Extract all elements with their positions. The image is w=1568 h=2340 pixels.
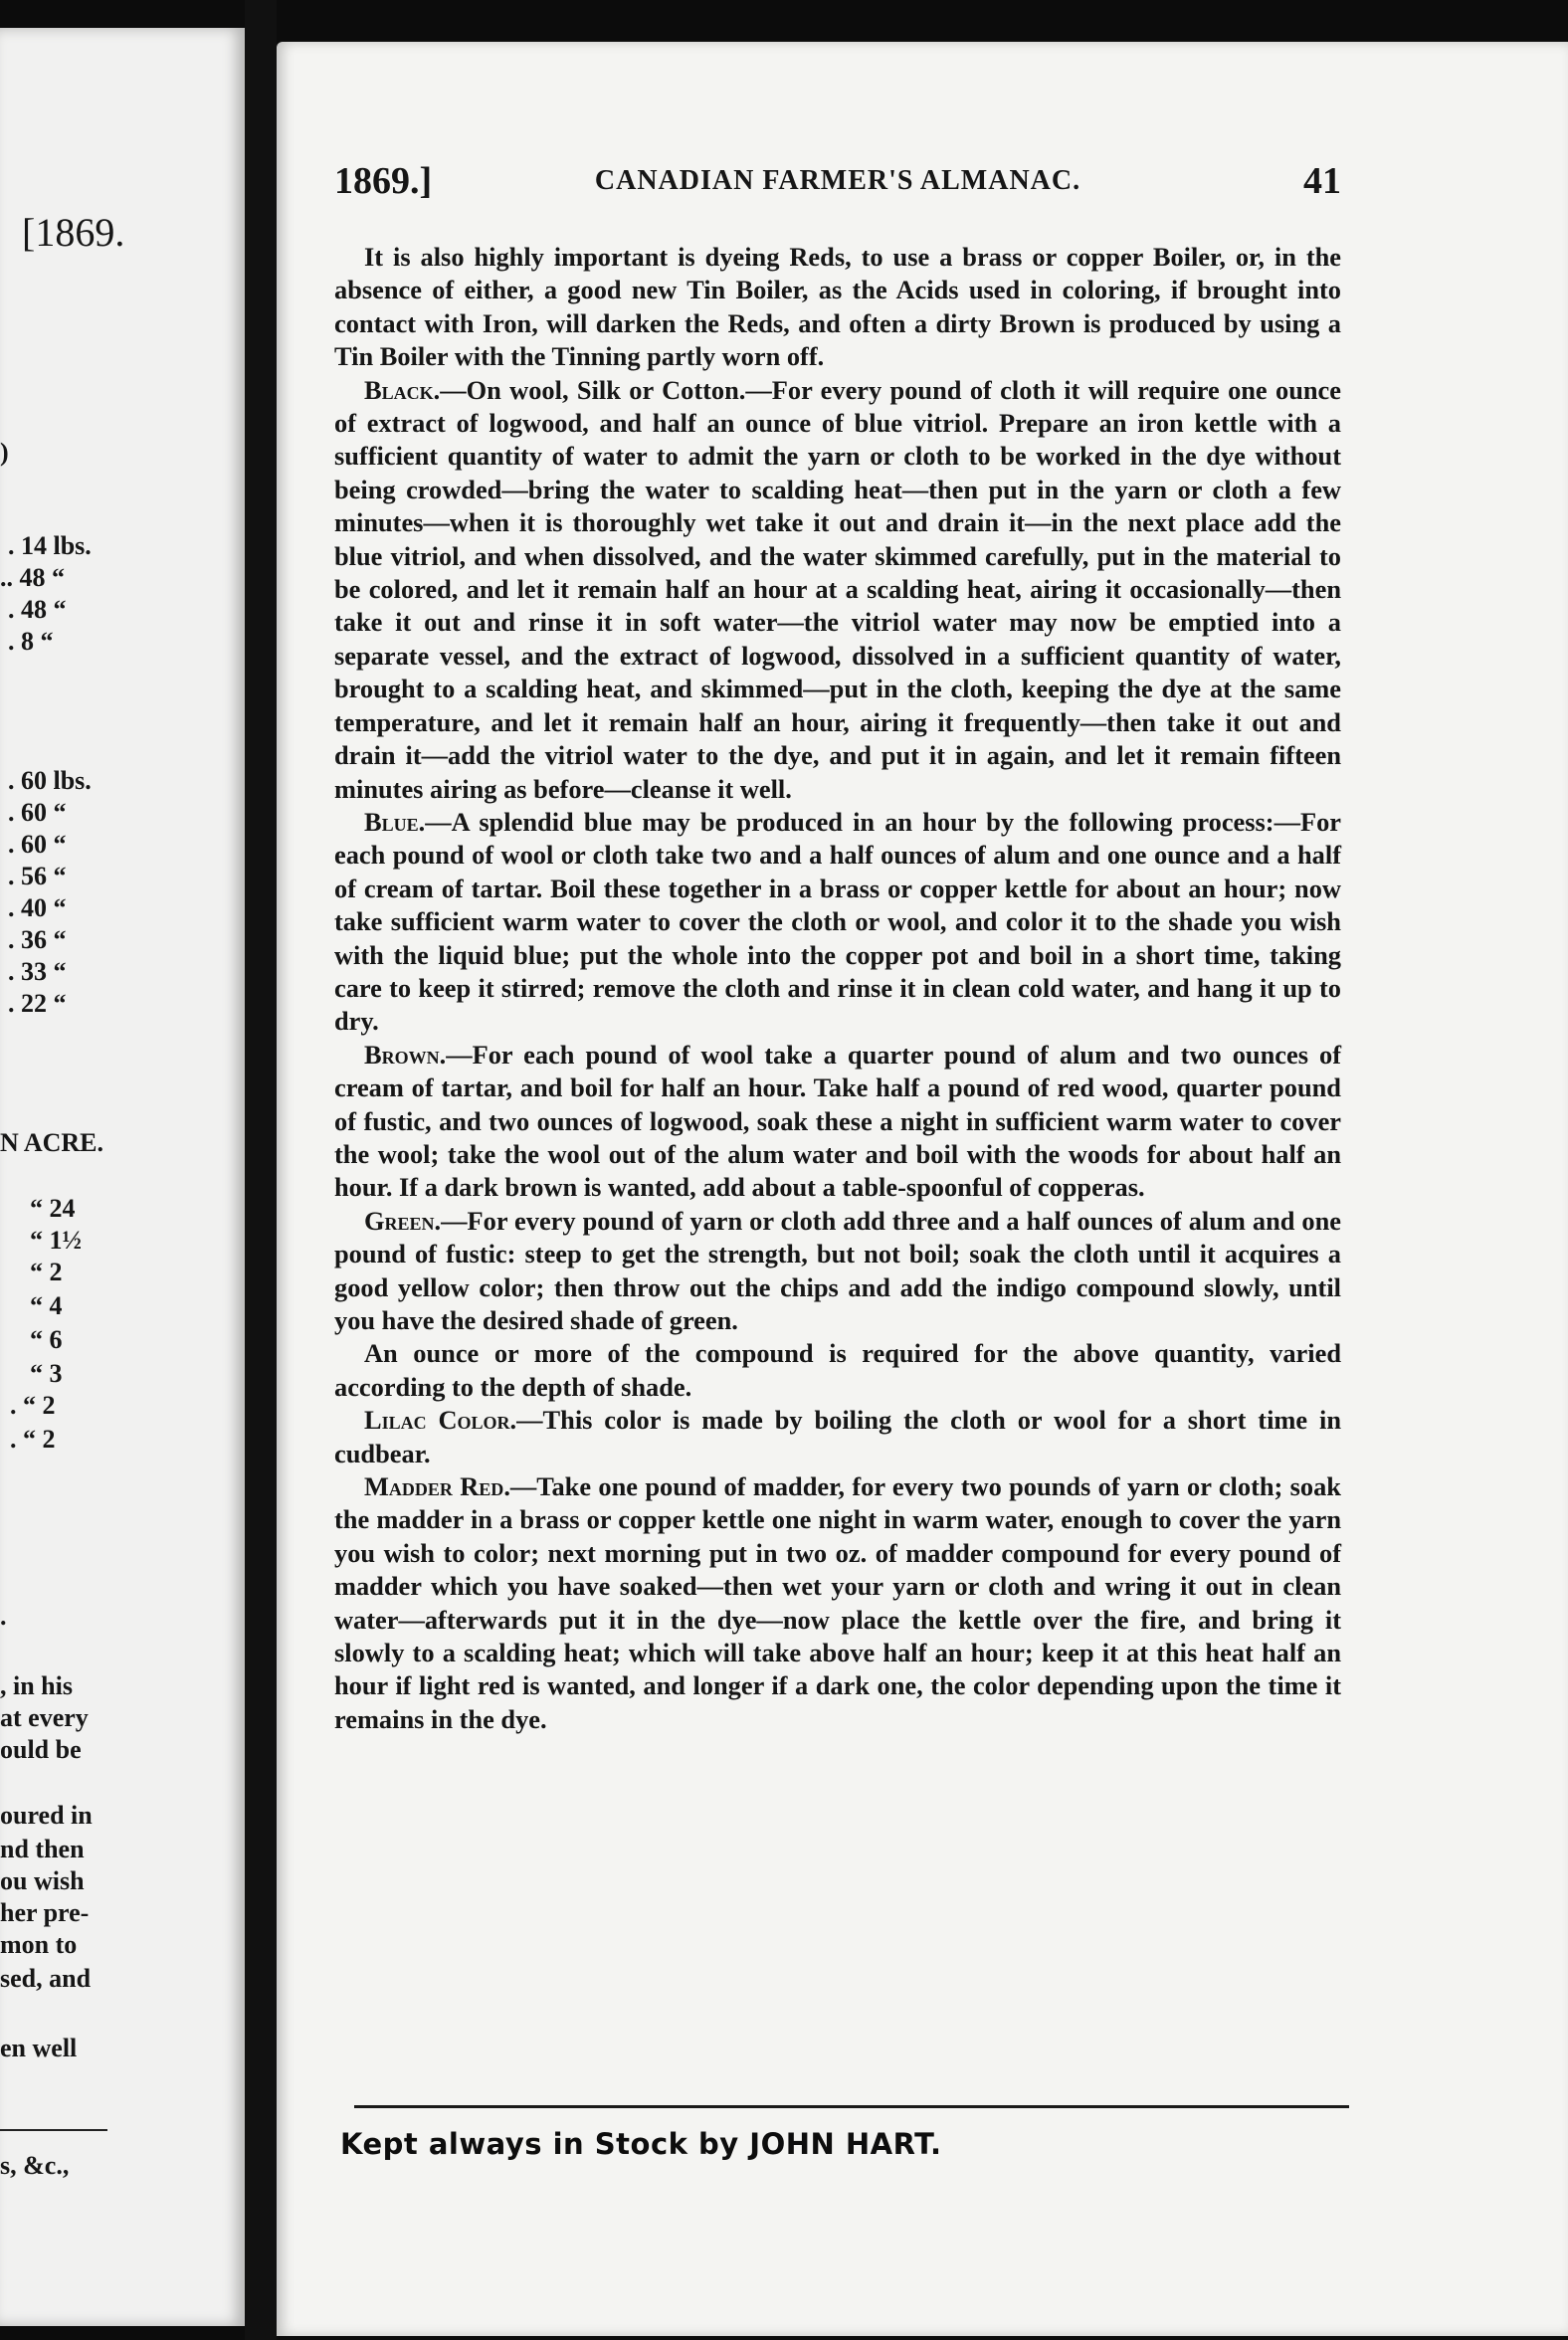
paragraph-text: .—For each pound of wool take a quarter pound of alum and two ounces of cream of tartar, and boil for half an hour. Take half a pound of red wood, quarter pound of fustic, and two ounces of logwood, soak these a night in sufficient warm water to cover the wool; take the wool out of the alum water and boil with the woods for about half an hour. If a dark brown is wanted, add about a table-spoonful of copperas.	[334, 1039, 1341, 1203]
left-page-fragment: sed, and	[0, 1964, 92, 1993]
page-gutter	[245, 0, 277, 2340]
paragraph-text: .—Take one pound of madder, for every two pounds of yarn or cloth; soak the madder in a brass or copper kettle one night in warm water, enough to cover the yarn you wish to color; next morning put in two oz. of madder compound for every pound of madder which you have soaked—then wet your yarn or cloth and wring it out in clean water—afterwards put it in the dye—now place the kettle over the fire, and bring it slowly to a scalding heat; which will take above half an hour; keep it at this heat half an hour if light red is wanted, and longer if a dark one, the color depending upon the time it remains in the dye.	[334, 1471, 1341, 1734]
left-page-fragment: en well	[0, 2034, 78, 2062]
left-page-fragment: s, &c.,	[0, 2151, 70, 2180]
left-page-fragment: .. 48 “	[0, 563, 65, 592]
paragraph-blue	[334, 806, 1341, 1039]
left-page-fragment: ou wish	[0, 1866, 85, 1895]
left-page-fragment: mon to	[0, 1930, 78, 1959]
advertisement-line: Kept always in Stock by JOHN HART.	[340, 2127, 942, 2161]
left-page-fragment: . 22 “	[8, 989, 67, 1018]
article-body	[334, 241, 1341, 1736]
running-head-title: CANADIAN FARMER'S ALMANAC.	[594, 165, 1081, 196]
running-head-year: 1869.]	[334, 160, 433, 202]
left-page-fragment: “ 1½	[30, 1226, 82, 1255]
facing-page-left	[0, 28, 245, 2326]
left-page-fragment: , in his	[0, 1671, 73, 1700]
left-page-fragment: . 14 lbs.	[8, 531, 92, 560]
paragraph-brown	[334, 1039, 1341, 1205]
left-page-fragment: . 60 “	[8, 798, 67, 827]
paragraph-heading: Green	[364, 1205, 435, 1236]
left-page-fragment: . “ 2	[10, 1391, 56, 1420]
paragraph-heading: Blue	[364, 806, 419, 837]
left-page-fragment: “ 3	[30, 1359, 63, 1388]
left-page-fragment: . 8 “	[8, 627, 54, 656]
left-page-fragment: . 60 “	[8, 830, 67, 859]
paragraph-green	[334, 1205, 1341, 1338]
paragraph-heading: Lilac Color	[364, 1405, 510, 1436]
left-page-fragment: . 56 “	[8, 862, 67, 890]
left-page-fragment: “ 6	[30, 1325, 63, 1354]
left-page-fragment: her pre-	[0, 1898, 90, 1927]
left-page-fragment: at every	[0, 1703, 89, 1732]
paragraph-heading: Black	[364, 374, 434, 405]
left-page-fragment: . “ 2	[10, 1425, 56, 1454]
left-page-fragment: “ 4	[30, 1291, 63, 1320]
paragraph-reds-boiler	[334, 241, 1341, 374]
running-head	[334, 159, 1341, 209]
left-page-fragment: ould be	[0, 1735, 82, 1764]
page-number: 41	[1303, 160, 1341, 202]
paragraph-compound-quantity	[334, 1337, 1341, 1404]
left-page-fragment: N ACRE.	[0, 1128, 104, 1157]
footer-rule	[354, 2105, 1349, 2108]
left-page-fragment: .	[0, 1602, 7, 1631]
left-page-fragment: )	[0, 438, 9, 467]
paragraph-text: .—For every pound of yarn or cloth add three and a half ounces of alum and one pound of fustic: steep to get the strength, but not boil; soak the cloth until it acquires a good yellow color; then throw out the chips and add the indigo compound slowly, until you have the desired shade of green.	[334, 1205, 1341, 1335]
paragraph-heading: Madder Red	[364, 1471, 504, 1502]
left-page-fragment: “ 2	[30, 1258, 63, 1286]
paragraph-text: It is also highly important is dyeing Reds, to use a brass or copper Boiler, or, in the absence of either, a good new Tin Boiler, as the Acids used in coloring, if brought into contact with Iron, will darken the Reds, and often a dirty Brown is produced by using a Tin Boiler with the Tinning partly worn off.	[334, 242, 1341, 372]
left-page-fragment: . 36 “	[8, 925, 67, 954]
paragraph-text: .—This color is made by boiling the cloth or wool for a short time in cudbear.	[334, 1405, 1341, 1468]
left-page-fragment: . 60 lbs.	[8, 766, 92, 795]
left-page-fragment: “ 24	[30, 1194, 76, 1223]
paragraph-lilac	[334, 1404, 1341, 1470]
paragraph-heading: Brown	[364, 1039, 440, 1070]
left-page-fragment: nd then	[0, 1835, 85, 1863]
paragraph-black	[334, 374, 1341, 806]
left-page-fragment: oured in	[0, 1801, 93, 1830]
paragraph-text: .—On wool, Silk or Cotton.—For every pound of cloth it will require one ounce of extract of logwood, and half an ounce of blue vitriol. Prepare an iron kettle with a sufficient quantity of water to admit the yarn or cloth to be worked in the dye without being crowded—bring the water to scalding heat—then put in the yarn or cloth a few minutes—when it is thoroughly wet take it out and drain it—in the next place add the blue vitriol, and when dissolved, and the water skimmed carefully, put in the material to be colored, and let it remain half an hour at a scalding heat, airing it occasionally—then take it out and rinse it in soft water—the vitriol water may now be emptied into a separate vessel, and the extract of logwood, dissolved in a sufficient quantity of water, brought to a scalding heat, and skimmed—put in the cloth, keeping the dye at the same temperature, and let it remain half an hour, airing it frequently—then take it out and drain it—add the vitriol water to the dye, and put it in again, and let it remain fifteen minutes airing as before—cleanse it well.	[334, 374, 1341, 804]
paragraph-text: .—A splendid blue may be produced in an hour by the following process:—For each pound of wool or cloth take two and a half ounces of alum and one ounce and a half of cream of tartar. Boil these together in a brass or copper kettle for about an hour; now take sufficient warm water to cover the cloth or wool, and color it to the shade you wish with the liquid blue; put the whole into the copper pot and boil in a short time, taking care to keep it stirred; remove the cloth and rinse it in clean cold water, and hang it up to dry.	[334, 806, 1341, 1037]
main-page	[277, 42, 1568, 2336]
left-page-rule	[0, 2129, 107, 2131]
left-page-fragment: . 48 “	[8, 595, 67, 624]
left-page-year: [1869.	[22, 210, 125, 255]
paragraph-text: An ounce or more of the compound is required for the above quantity, varied according to the depth of shade.	[334, 1338, 1341, 1402]
left-page-fragment: . 33 “	[8, 957, 67, 986]
left-page-fragment: . 40 “	[8, 893, 67, 922]
paragraph-madder-red	[334, 1470, 1341, 1736]
